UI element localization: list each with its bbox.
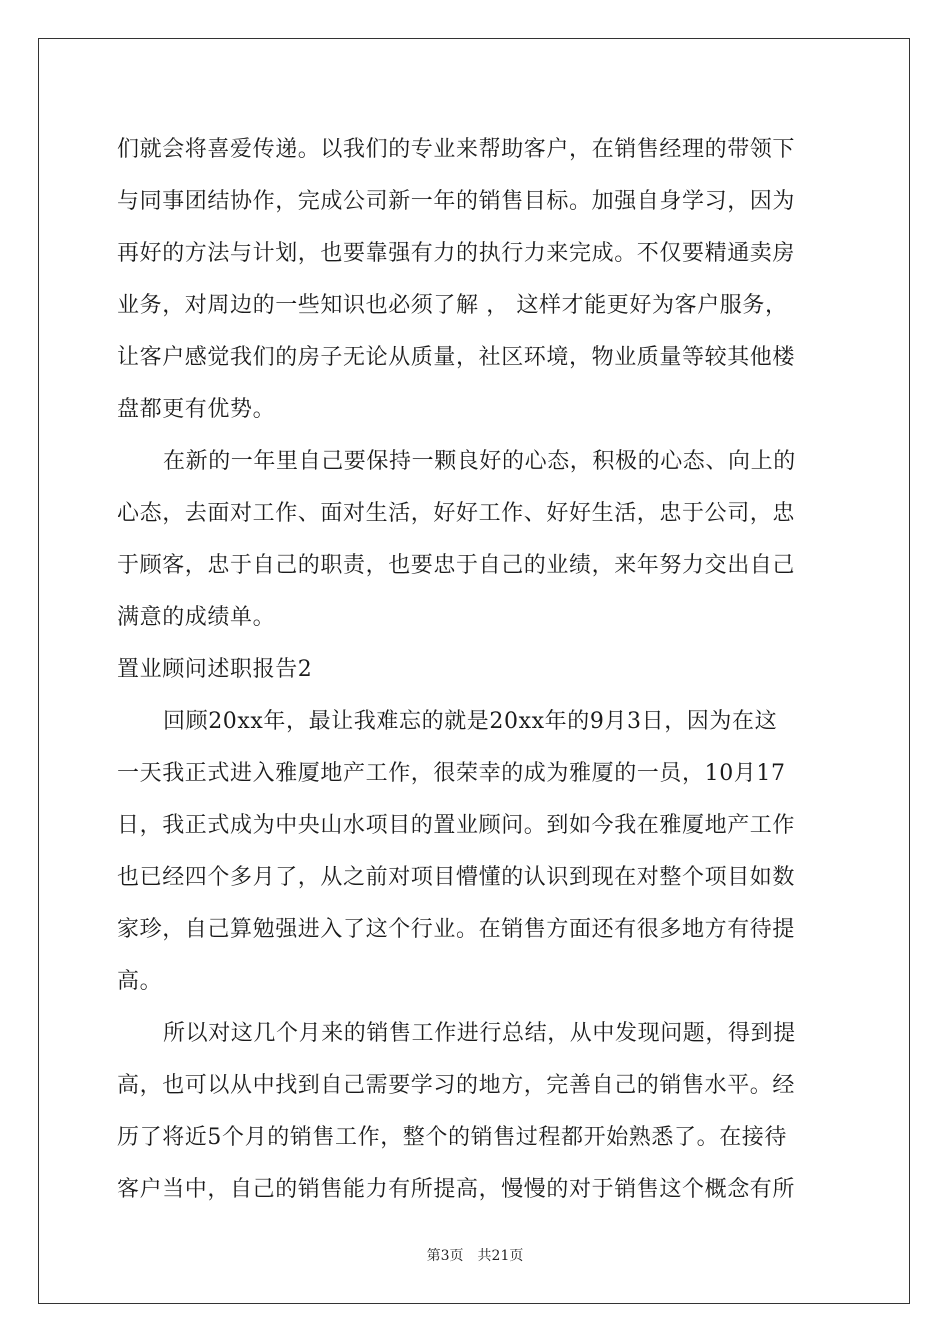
text-line: 让客户感觉我们的房子无论从质量，社区环境，物业质量等较其他楼 [117, 345, 796, 370]
page-footer [0, 1245, 950, 1265]
text-line: 在新的一年里自己要保持一颗良好的心态，积极的心态、向上的 [163, 449, 796, 474]
section-heading: 置业顾问述职报告2 [117, 657, 313, 682]
text-line: 盘都更有优势。 [117, 397, 276, 422]
text-line: 高，也可以从中找到自己需要学习的地方，完善自己的销售水平。经 [117, 1073, 796, 1098]
text-line: 家珍，自己算勉强进入了这个行业。在销售方面还有很多地方有待提 [117, 917, 796, 942]
page-number: 第3页 [426, 1248, 464, 1264]
page-total: 共21页 [477, 1248, 524, 1264]
text-line: 满意的成绩单。 [117, 605, 276, 630]
text-line: 所以对这几个月来的销售工作进行总结，从中发现问题，得到提 [163, 1021, 796, 1046]
document-body [117, 124, 835, 1216]
text-line: 心态，去面对工作、面对生活，好好工作、好好生活，忠于公司，忠 [117, 501, 796, 526]
text-line: 们就会将喜爱传递。以我们的专业来帮助客户，在销售经理的带领下 [117, 137, 796, 162]
text-line: 再好的方法与计划，也要靠强有力的执行力来完成。不仅要精通卖房 [117, 241, 796, 266]
text-line: 一天我正式进入雅厦地产工作，很荣幸的成为雅厦的一员，10月17 [117, 761, 786, 786]
text-line: 回顾20xx年，最让我难忘的就是20xx年的9月3日，因为在这 [163, 709, 778, 734]
text-line: 业务，对周边的一些知识也必须了解 ， 这样才能更好为客户服务， [117, 293, 788, 318]
text-line: 历了将近5个月的销售工作，整个的销售过程都开始熟悉了。在接待 [117, 1125, 787, 1150]
text-line: 于顾客，忠于自己的职责，也要忠于自己的业绩，来年努力交出自己 [117, 553, 796, 578]
text-line: 与同事团结协作，完成公司新一年的销售目标。加强自身学习，因为 [117, 189, 796, 214]
text-line: 也已经四个多月了，从之前对项目懵懂的认识到现在对整个项目如数 [117, 865, 796, 890]
text-line: 日，我正式成为中央山水项目的置业顾问。到如今我在雅厦地产工作 [117, 813, 796, 838]
text-line: 高。 [117, 969, 163, 994]
text-line: 客户当中，自己的销售能力有所提高，慢慢的对于销售这个概念有所 [117, 1177, 796, 1202]
